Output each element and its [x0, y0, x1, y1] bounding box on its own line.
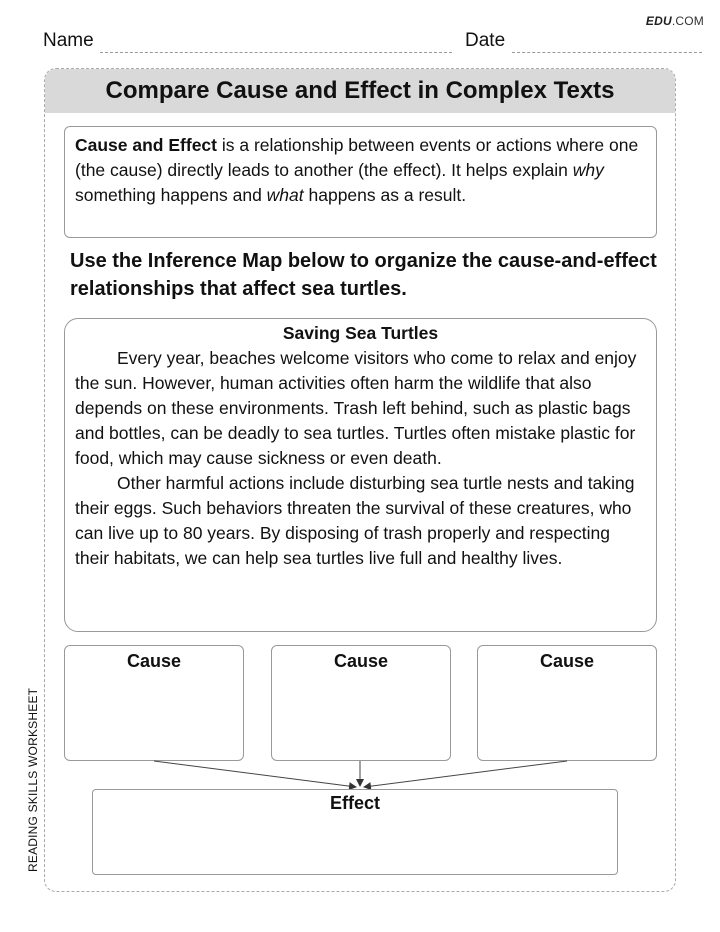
definition-em-why: why — [572, 160, 604, 180]
page-title: Compare Cause and Effect in Complex Texts — [45, 69, 675, 113]
passage-title: Saving Sea Turtles — [282, 323, 439, 343]
arrow-right — [364, 761, 567, 787]
passage-paragraph: Other harmful actions include disturbing sea turtle nests and taking their eggs. Such behaviors threaten the survival of these creatures, who can live up to 80 years. By disposing of trash properly and respecting their habitats, we can help sea turtles live full and healthy lives. — [75, 473, 635, 568]
name-label: Name — [43, 30, 94, 51]
passage-paragraph: Every year, beaches welcome visitors who come to relax and enjoy the sun. However, human activities often harm the wildlife that also depends on these environments. Trash left behind, such as plastic bags and bottles, can be deadly to sea turtles. Turtles often mistake plastic for food, which may cause sickness or even death. — [75, 348, 637, 468]
date-label: Date — [465, 30, 506, 51]
instruction-text: Use the Inference Map below to organize the cause-and-effect relationships that affect sea turtles. — [70, 250, 657, 300]
cause-label: Cause — [539, 651, 595, 671]
logo-suffix: .COM — [671, 14, 704, 28]
definition-text-3: happens as a result. — [303, 185, 467, 205]
logo-brand: EDU — [645, 14, 672, 28]
effect-box[interactable] — [92, 789, 618, 875]
definition-em-what: what — [266, 185, 304, 205]
side-label: READING SKILLS WORKSHEET — [26, 687, 40, 872]
definition-text-2: something happens and — [75, 185, 267, 205]
definition-term: Cause and Effect — [75, 135, 217, 155]
definition-text-1: is a relationship between events or actions where one (the cause) directly leads to another (the effect). It helps explain — [75, 135, 639, 180]
cause-label: Cause — [126, 651, 182, 671]
effect-label: Effect — [329, 793, 380, 813]
arrow-left — [154, 761, 356, 787]
cause-label: Cause — [333, 651, 389, 671]
